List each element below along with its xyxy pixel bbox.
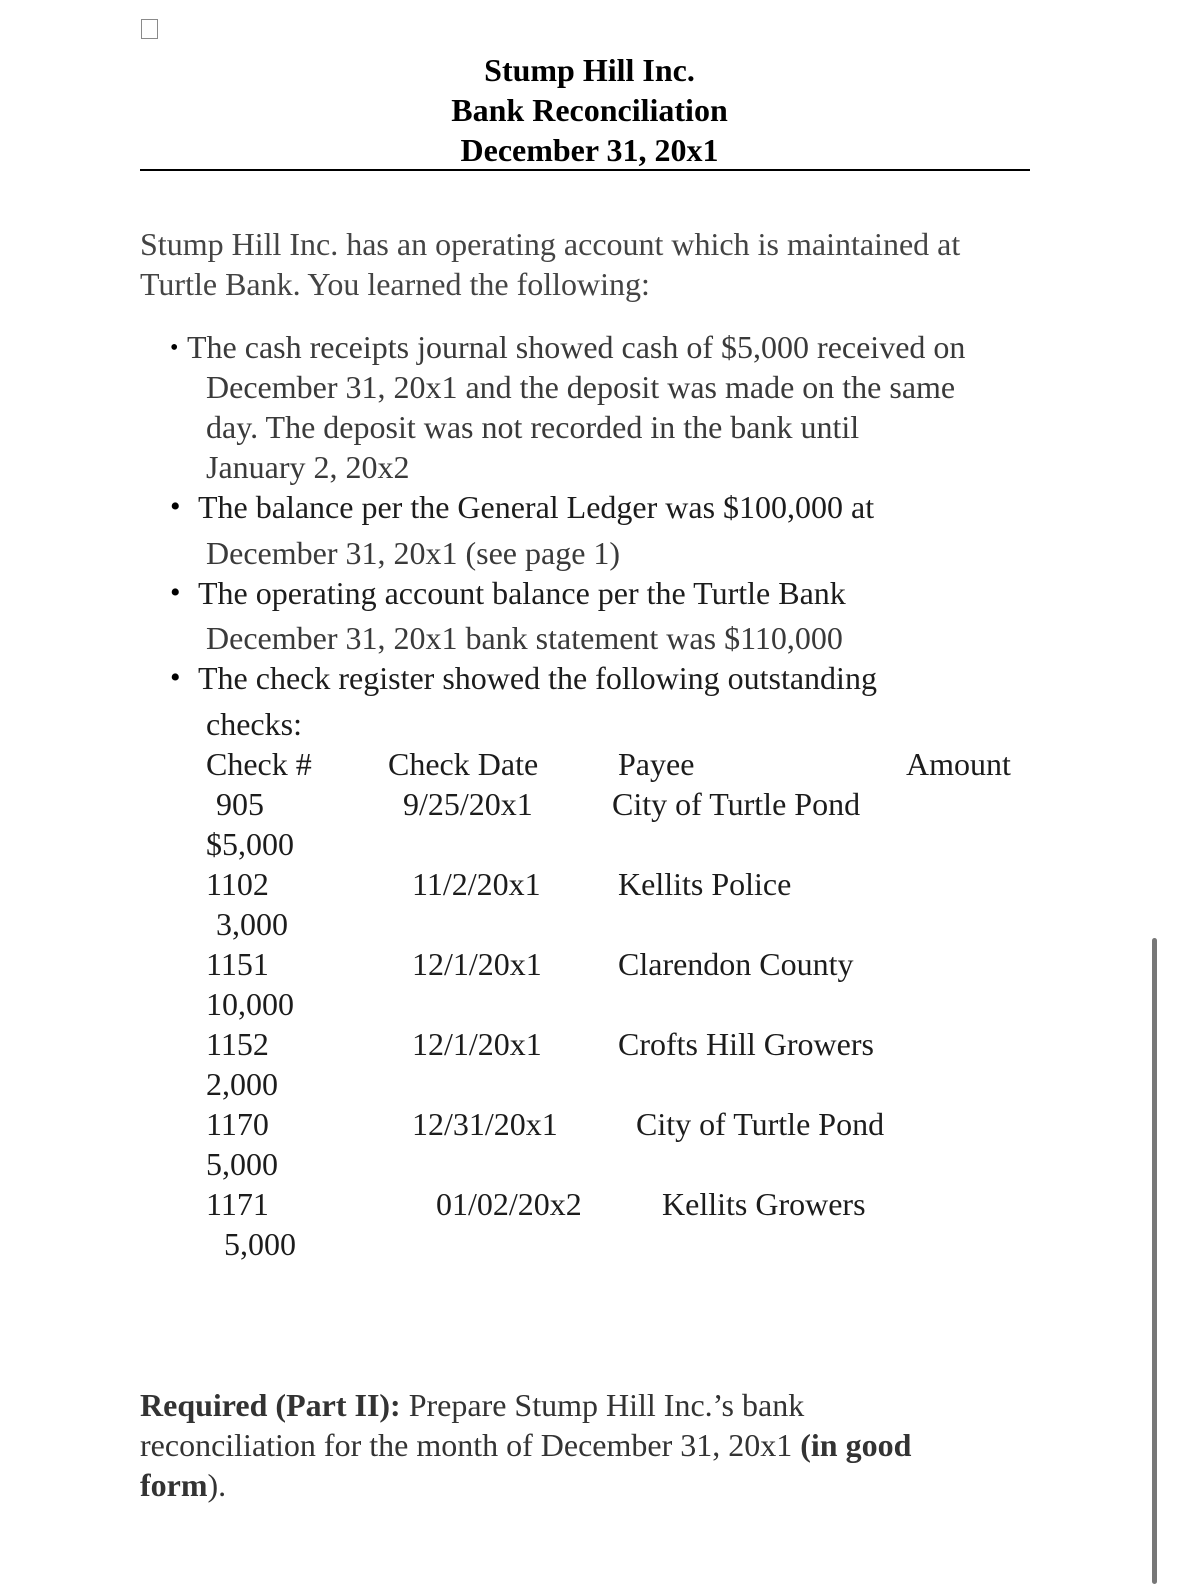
check-number: 1102 (206, 866, 269, 902)
header-amount: Amount (906, 746, 1011, 782)
bullet-3-line-2: December 31, 20x1 bank statement was $110,000 (206, 620, 843, 656)
check-amount: 5,000 (206, 1146, 278, 1182)
check-payee: Kellits Growers (662, 1186, 866, 1222)
required-emphasis-2: form (140, 1467, 208, 1503)
report-title: Bank Reconciliation (451, 92, 728, 128)
intro-line-1: Stump Hill Inc. has an operating account which is maintained at (140, 226, 961, 262)
check-date: 12/1/20x1 (412, 1026, 542, 1062)
check-number: 1170 (206, 1106, 269, 1142)
check-number: 1151 (206, 946, 269, 982)
bullet-dot: • (170, 335, 179, 361)
check-number: 905 (216, 786, 264, 822)
title-divider (140, 169, 1030, 171)
required-line-2 (140, 1425, 911, 1465)
check-number: 1171 (206, 1186, 269, 1222)
check-amount: 10,000 (206, 986, 294, 1022)
company-title: Stump Hill Inc. (484, 52, 695, 88)
bullet-2-line-1: The balance per the General Ledger was $100,000 at (198, 489, 875, 525)
report-date: December 31, 20x1 (460, 132, 719, 168)
bullet-2-line-2: December 31, 20x1 (see page 1) (206, 535, 621, 571)
check-payee: City of Turtle Pond (636, 1106, 885, 1142)
required-label: Required (Part II): (140, 1387, 401, 1423)
required-line-1 (140, 1385, 804, 1425)
check-date: 11/2/20x1 (412, 866, 541, 902)
header-payee: Payee (618, 746, 695, 782)
vertical-scrollbar[interactable] (1152, 938, 1157, 1584)
bullet-dot: • (170, 576, 181, 609)
page-checkbox[interactable] (141, 19, 158, 39)
bullet-1-line-4: January 2, 20x2 (206, 449, 410, 485)
bullet-1-line-1: The cash receipts journal showed cash of $5,000 received on (187, 329, 966, 365)
check-payee: Kellits Police (618, 866, 792, 902)
check-payee: Clarendon County (618, 946, 854, 982)
required-line-3 (140, 1465, 226, 1505)
check-payee: Crofts Hill Growers (618, 1026, 874, 1062)
required-tail: ). (207, 1467, 227, 1503)
header-check-date: Check Date (388, 746, 539, 782)
bullet-dot: • (170, 661, 181, 694)
check-payee: City of Turtle Pond (612, 786, 861, 822)
required-text-2: reconciliation for the month of December 31, 20x1 (140, 1427, 801, 1463)
intro-line-2: Turtle Bank. You learned the following: (140, 266, 650, 302)
required-text-1: Prepare Stump Hill Inc.’s bank (400, 1387, 805, 1423)
check-amount: 5,000 (224, 1226, 296, 1262)
check-amount: $5,000 (206, 826, 294, 862)
check-number: 1152 (206, 1026, 269, 1062)
check-date: 01/02/20x2 (436, 1186, 582, 1222)
bullet-3-line-1: The operating account balance per the Turtle Bank (198, 575, 846, 611)
check-date: 9/25/20x1 (403, 786, 533, 822)
check-amount: 3,000 (216, 906, 288, 942)
check-amount: 2,000 (206, 1066, 278, 1102)
check-date: 12/31/20x1 (412, 1106, 558, 1142)
required-emphasis: (in good (800, 1427, 912, 1463)
bullet-dot: • (170, 490, 181, 523)
bullet-1-line-2: December 31, 20x1 and the deposit was made on the same (206, 369, 956, 405)
bullet-4-line-1: The check register showed the following outstanding (198, 660, 877, 696)
bullet-4-line-2: checks: (206, 706, 302, 742)
check-date: 12/1/20x1 (412, 946, 542, 982)
bullet-1-line-3: day. The deposit was not recorded in the bank until (206, 409, 860, 445)
header-check-no: Check # (206, 746, 312, 782)
